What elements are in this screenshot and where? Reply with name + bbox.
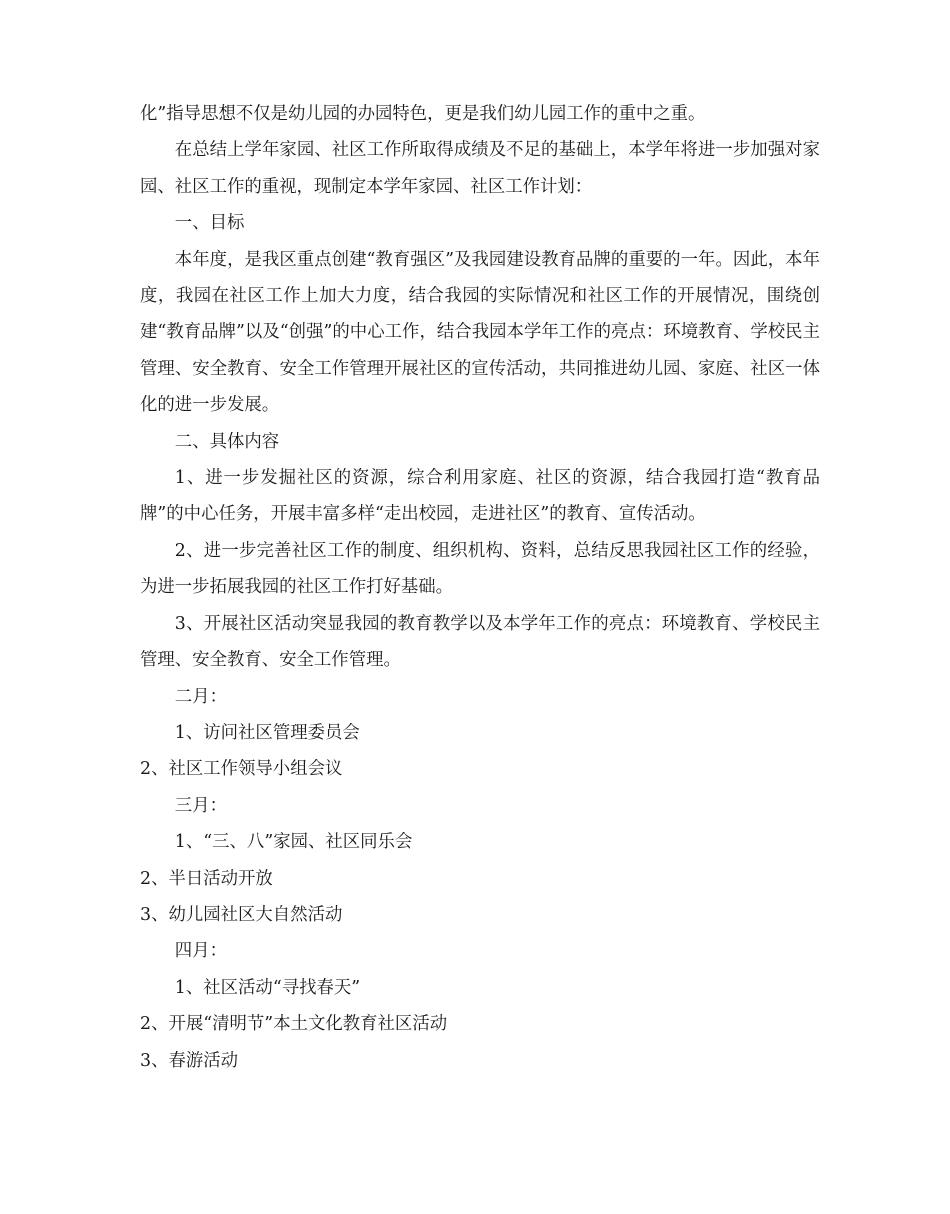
april-item-1: 1、社区活动“寻找春天” <box>174 977 361 998</box>
month-heading-april: 四月： <box>174 941 227 962</box>
march-item-2: 2、半日活动开放 <box>140 868 273 889</box>
content-item-1: 1、进一步发掘社区的资源，综合利用家庭、社区的资源，结合我园打造“教育品牌”的中心任务，开展丰富多样“走出校园，走进社区”的教育、宣传活动。 <box>140 468 820 525</box>
april-item-3: 3、春游活动 <box>140 1050 239 1071</box>
month-heading-march: 三月： <box>174 795 227 816</box>
march-item-3: 3、幼儿园社区大自然活动 <box>140 904 343 925</box>
paragraph-goals: 本年度，是我区重点创建“教育强区”及我园建设教育品牌的重要的一年。因此，本年度，我园在社区工作上加大力度，结合我园的实际情况和社区工作的开展情况，围绕创建“教育品牌”以及“创强”的中心工作，结合我园本学年工作的亮点：环境教育、学校民主管理、安全教育、安全工作管理开展社区的宣传活动，共同推进幼儿园、家庭、社区一体化的进一步发展。 <box>140 249 820 416</box>
paragraph-intro-continuation: 化”指导思想不仅是幼儿园的办园特色，更是我们幼儿园工作的重中之重。 <box>140 104 706 124</box>
february-item-2: 2、社区工作领导小组会议 <box>140 759 343 780</box>
content-item-3: 3、开展社区活动突显我园的教育教学以及本学年工作的亮点：环境教育、学校民主管理、安全教育、安全工作管理。 <box>140 613 820 671</box>
content-item-2: 2、进一步完善社区工作的制度、组织机构、资料，总结反思我园社区工作的经验，为进一步拓展我园的社区工作打好基础。 <box>140 540 820 598</box>
month-heading-february: 二月： <box>174 686 227 707</box>
march-item-1: 1、“三、八”家园、社区同乐会 <box>174 832 413 853</box>
february-item-1: 1、访问社区管理委员会 <box>174 722 360 743</box>
paragraph-plan-preface: 在总结上学年家园、社区工作所取得成绩及不足的基础上，本学年将进一步加强对家园、社区工作的重视，现制定本学年家园、社区工作计划： <box>140 140 820 197</box>
section-heading-content: 二、具体内容 <box>174 431 280 452</box>
april-item-2: 2、开展“清明节”本土文化教育社区活动 <box>140 1014 448 1035</box>
section-heading-goals: 一、目标 <box>174 213 245 234</box>
document-body <box>140 96 820 1079</box>
